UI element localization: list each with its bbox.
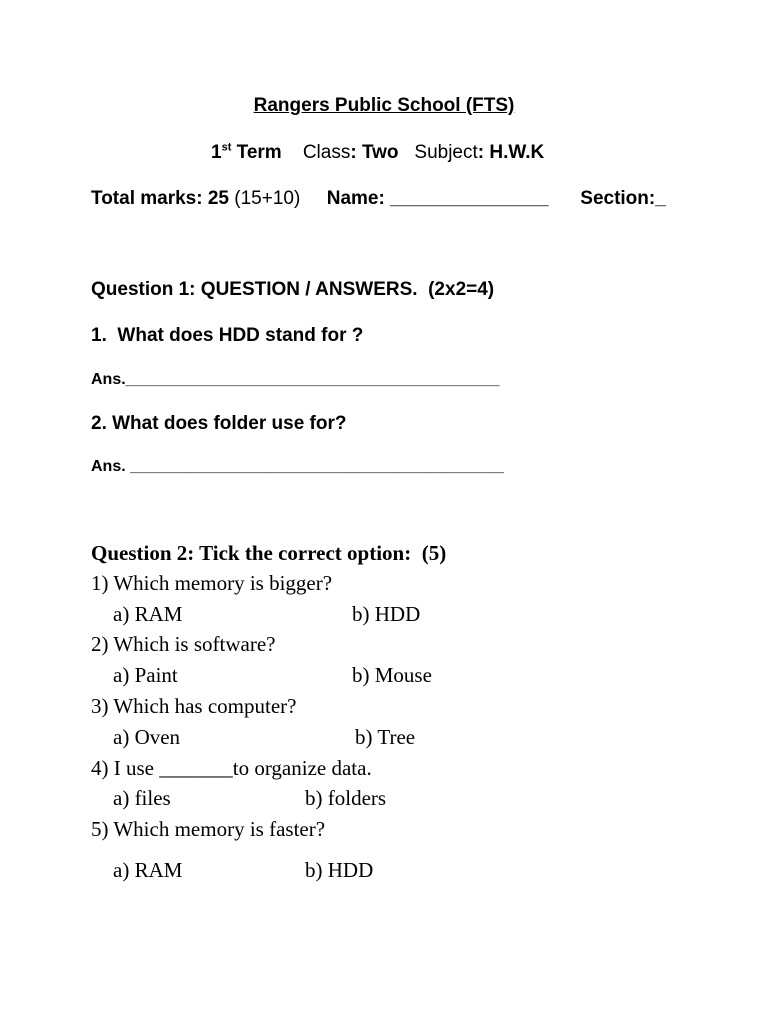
mcq-question-1: 1) Which memory is bigger? xyxy=(91,571,333,595)
term-number: 1 xyxy=(211,142,222,163)
marks-name-section-line xyxy=(91,188,666,210)
class-label: Class xyxy=(302,142,351,163)
subject-label: Subject xyxy=(414,142,478,163)
mcq-5-option-b: b) HDD xyxy=(305,858,374,882)
answer-line-1: Ans.__________________________________________ xyxy=(91,371,500,388)
term-class-subject-line: 1st Term Class: Two Subject: H.W.K xyxy=(211,141,545,163)
question1-item-2: 2. What does folder use for? xyxy=(91,413,347,434)
subject-value: H.W.K xyxy=(489,142,545,163)
mcq-question-2: 2) Which is software? xyxy=(91,632,276,656)
mcq-3-option-a: a) Oven xyxy=(113,725,181,749)
mcq-5-option-a: a) RAM xyxy=(113,858,183,882)
mcq-question-3: 3) Which has computer? xyxy=(91,694,297,718)
section-field: Section:_ xyxy=(580,188,666,209)
term-word: Term xyxy=(231,142,282,163)
mcq-4-option-a: a) files xyxy=(113,786,171,810)
mcq-3-option-b: b) Tree xyxy=(355,725,416,749)
mcq-1-option-b: b) HDD xyxy=(352,602,421,626)
total-marks-value: 25 xyxy=(207,188,229,209)
class-value: Two xyxy=(361,142,399,163)
question1-heading: Question 1: QUESTION / ANSWERS. (2x2=4) xyxy=(91,279,495,300)
mcq-question-5: 5) Which memory is faster? xyxy=(91,817,326,841)
question2-heading: Question 2: Tick the correct option: (5) xyxy=(91,541,447,565)
school-title: Rangers Public School (FTS) xyxy=(253,95,515,116)
answer-line-2: Ans. __________________________________________ xyxy=(91,458,504,475)
term-suffix: st xyxy=(221,141,232,154)
mcq-2-option-b: b) Mouse xyxy=(352,663,432,687)
total-marks-label: Total marks: xyxy=(91,188,203,209)
name-field: Name: _______________ xyxy=(326,188,549,209)
mcq-1-option-a: a) RAM xyxy=(113,602,183,626)
mcq-2-option-a: a) Paint xyxy=(113,663,178,687)
total-marks-breakdown: (15+10) xyxy=(234,188,301,209)
mcq-question-4: 4) I use _______to organize data. xyxy=(91,756,372,780)
mcq-4-option-b: b) folders xyxy=(305,786,387,810)
question1-item-1: 1. What does HDD stand for ? xyxy=(91,325,364,346)
